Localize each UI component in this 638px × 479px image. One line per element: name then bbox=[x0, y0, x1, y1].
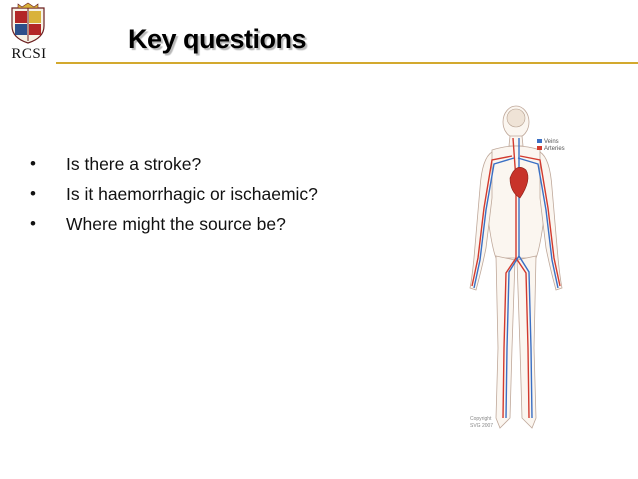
bullet-icon: • bbox=[30, 184, 36, 203]
veins-swatch bbox=[537, 139, 542, 143]
bullet-icon: • bbox=[30, 154, 36, 173]
bullet-icon: • bbox=[30, 214, 36, 233]
title-divider bbox=[56, 62, 638, 64]
bullet-text: Is there a stroke? bbox=[66, 154, 202, 174]
legend-arteries: Arteries bbox=[544, 146, 565, 152]
bullet-item bbox=[26, 183, 326, 205]
legend-veins: Veins bbox=[544, 139, 559, 145]
brain-shape bbox=[507, 109, 525, 127]
legend bbox=[537, 139, 565, 152]
body-outline bbox=[470, 106, 562, 428]
copyright-line-2: SVG 2007 bbox=[470, 423, 494, 429]
logo-wordmark: RCSI bbox=[11, 46, 47, 62]
circulatory-system-illustration bbox=[440, 98, 600, 448]
bullet-item bbox=[26, 153, 326, 175]
bullet-text: Is it haemorrhagic or ischaemic? bbox=[66, 184, 318, 204]
crest-icon bbox=[10, 2, 46, 44]
bullet-text: Where might the source be? bbox=[66, 214, 286, 234]
copyright-line-1: Copyright bbox=[470, 416, 492, 422]
arteries-swatch bbox=[537, 146, 542, 150]
bullet-list bbox=[26, 153, 326, 243]
rcsi-logo bbox=[6, 2, 50, 64]
slide-title: Key questions bbox=[128, 24, 307, 54]
bullet-item bbox=[26, 213, 326, 235]
